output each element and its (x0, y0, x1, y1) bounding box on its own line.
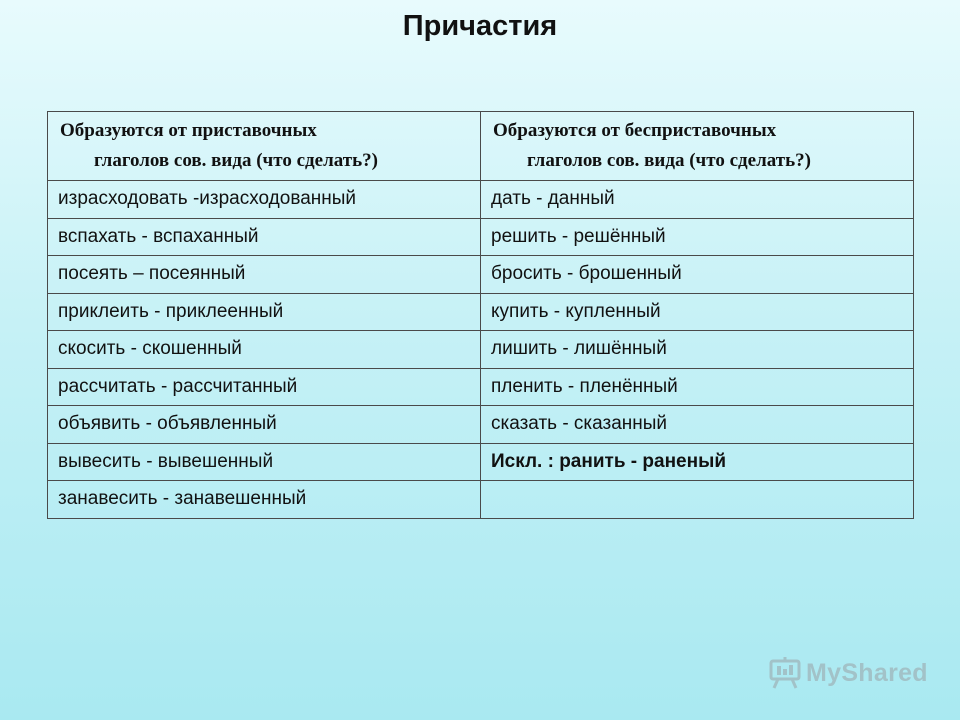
table-cell-left: занавесить - занавешенный (48, 481, 481, 519)
table-cell-right: лишить - лишённый (481, 331, 914, 369)
table-row (48, 368, 914, 406)
presentation-screen-icon (768, 656, 802, 690)
table-cell-left: посеять – посеянный (48, 256, 481, 294)
table-row (48, 331, 914, 369)
participles-table (47, 111, 914, 519)
table-cell-right: дать - данный (481, 181, 914, 219)
table-row (48, 406, 914, 444)
header-line-2: глаголов сов. вида (что сделать?) (94, 150, 378, 171)
table-row (48, 218, 914, 256)
table-cell-left: вспахать - вспаханный (48, 218, 481, 256)
header-line-1: Образуются от бесприставочных (493, 120, 777, 141)
table-cell-left: израсходовать -израсходованный (48, 181, 481, 219)
table-cell-right: бросить - брошенный (481, 256, 914, 294)
table-cell-right: пленить - пленённый (481, 368, 914, 406)
table-row (48, 293, 914, 331)
header-line-1: Образуются от приставочных (60, 120, 317, 141)
table-cell-left: объявить - объявленный (48, 406, 481, 444)
table-cell-left: рассчитать - рассчитанный (48, 368, 481, 406)
watermark-text: MyShared (806, 658, 928, 687)
header-line-2: глаголов сов. вида (что сделать?) (527, 150, 811, 171)
table-row (48, 256, 914, 294)
header-unprefixed-verbs (481, 112, 914, 181)
table-row (48, 443, 914, 481)
table-row (48, 181, 914, 219)
header-prefixed-verbs (48, 112, 481, 181)
watermark-logo (768, 656, 928, 690)
table-cell-right (481, 481, 914, 519)
table-cell-left: приклеить - приклеенный (48, 293, 481, 331)
exception-cell: Искл. : ранить - раненый (481, 443, 914, 481)
table-cell-left: вывесить - вывешенный (48, 443, 481, 481)
table-cell-right: сказать - сказанный (481, 406, 914, 444)
table-cell-left: скосить - скошенный (48, 331, 481, 369)
table-row (48, 481, 914, 519)
table-cell-right: решить - решённый (481, 218, 914, 256)
page-title: Причастия (402, 10, 558, 42)
table-cell-right: купить - купленный (481, 293, 914, 331)
table-header-row (48, 112, 914, 181)
